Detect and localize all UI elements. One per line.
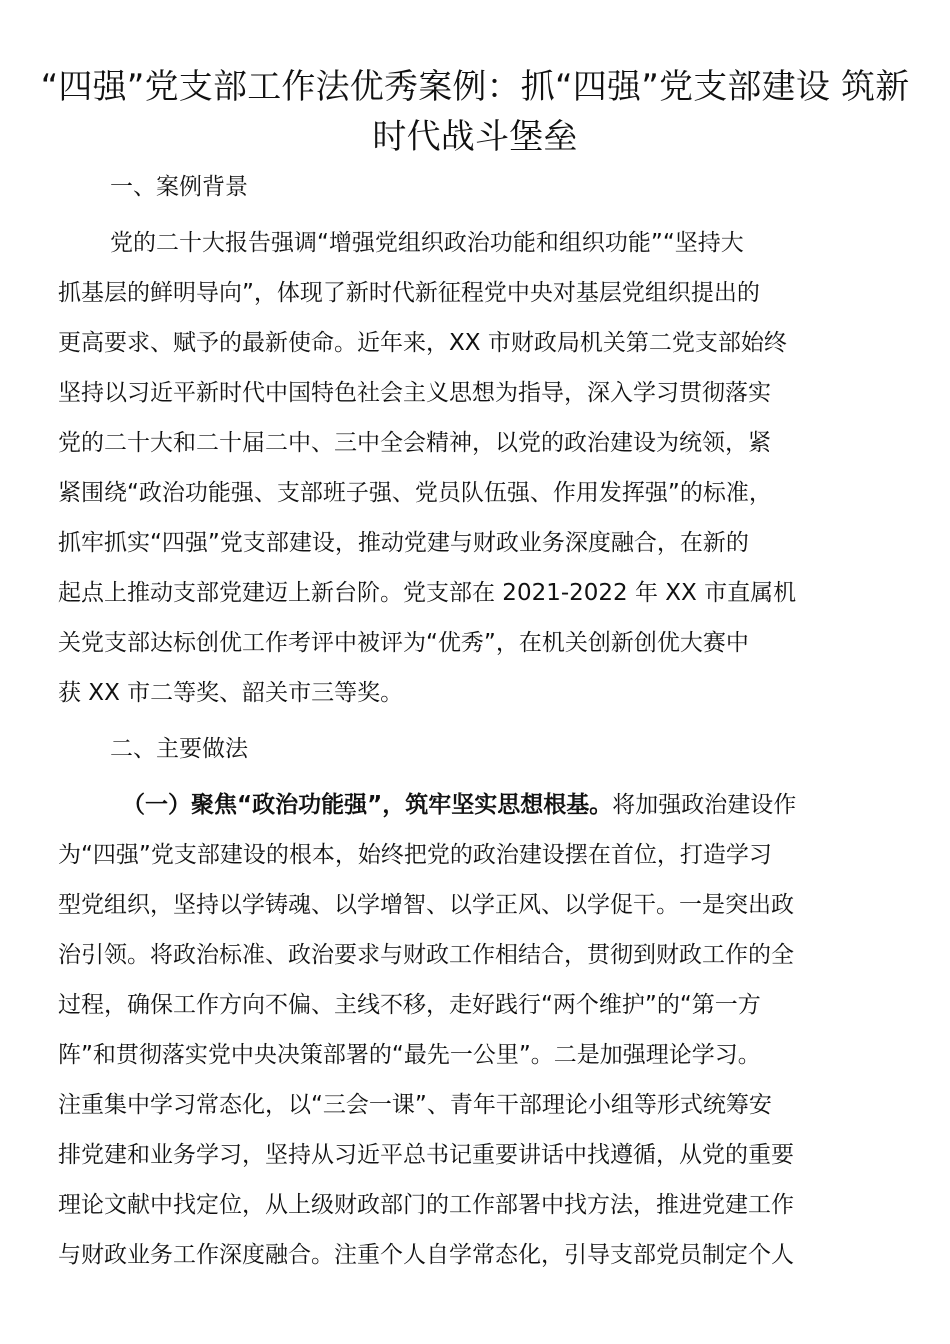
text-line: 注重集中学习常态化，以“三会一课”、青年干部理论小组等形式统筹安 [58, 1092, 772, 1118]
text-line: 治引领。将政治标准、政治要求与财政工作相结合，贯彻到财政工作的全 [58, 942, 794, 968]
section-heading-practices: 二、主要做法 [110, 736, 248, 762]
text-line: 获 XX 市二等奖、韶关市三等奖。 [58, 680, 404, 706]
text-line: 抓牢抓实“四强”党支部建设，推动党建与财政业务深度融合，在新的 [58, 530, 749, 556]
text-line: 为“四强”党支部建设的根本，始终把党的政治建设摆在首位，打造学习 [58, 842, 772, 868]
text-line: 理论文献中找定位，从上级财政部门的工作部署中找方法，推进党建工作 [58, 1192, 794, 1218]
text-line: 过程，确保工作方向不偏、主线不移，走好践行“两个维护”的“第一方 [58, 992, 761, 1018]
text-line: 起点上推动支部党建迈上新台阶。党支部在 2021-2022 年 XX 市直属机 [58, 580, 797, 606]
text-line: 紧围绕“政治功能强、支部班子强、党员队伍强、作用发挥强”的标准， [58, 480, 772, 506]
section-heading-background: 一、案例背景 [110, 174, 248, 200]
paragraph-practices [58, 780, 892, 1280]
paragraph-background [58, 218, 892, 718]
text-line: 坚持以习近平新时代中国特色社会主义思想为指导，深入学习贯彻落实 [58, 380, 771, 406]
text-line: 与财政业务工作深度融合。注重个人自学常态化，引导支部党员制定个人 [58, 1242, 794, 1268]
text-line: 阵”和贯彻落实党中央决策部署的“最先一公里”。二是加强理论学习。 [58, 1042, 761, 1068]
text-line: 型党组织，坚持以学铸魂、以学增智、以学正风、以学促干。一是突出政 [58, 892, 794, 918]
document-body [58, 168, 892, 1280]
text-fragment: 将加强政治建设作 [612, 792, 797, 818]
text-line: 党的二十大报告强调“增强党组织政治功能和组织功能”“坚持大 [110, 230, 744, 256]
text-line-lead [58, 780, 892, 830]
text-line: 排党建和业务学习，坚持从习近平总书记重要讲话中找遵循，从党的重要 [58, 1142, 794, 1168]
document-title: “四强”党支部工作法优秀案例：抓“四强”党支部建设 筑新时代战斗堡垒 [40, 67, 910, 157]
text-line: 抓基层的鲜明导向”，体现了新时代新征程党中央对基层党组织提出的 [58, 280, 760, 306]
text-line: 党的二十大和二十届二中、三中全会精神，以党的政治建设为统领，紧 [58, 430, 771, 456]
text-line: 关党支部达标创优工作考评中被评为“优秀”，在机关创新创优大赛中 [58, 630, 749, 656]
text-line: 更高要求、赋予的最新使命。近年来，XX 市财政局机关第二党支部始终 [58, 330, 787, 356]
subheading-political-function: （一）聚焦“政治功能强”，筑牢坚实思想根基。 [122, 792, 613, 818]
